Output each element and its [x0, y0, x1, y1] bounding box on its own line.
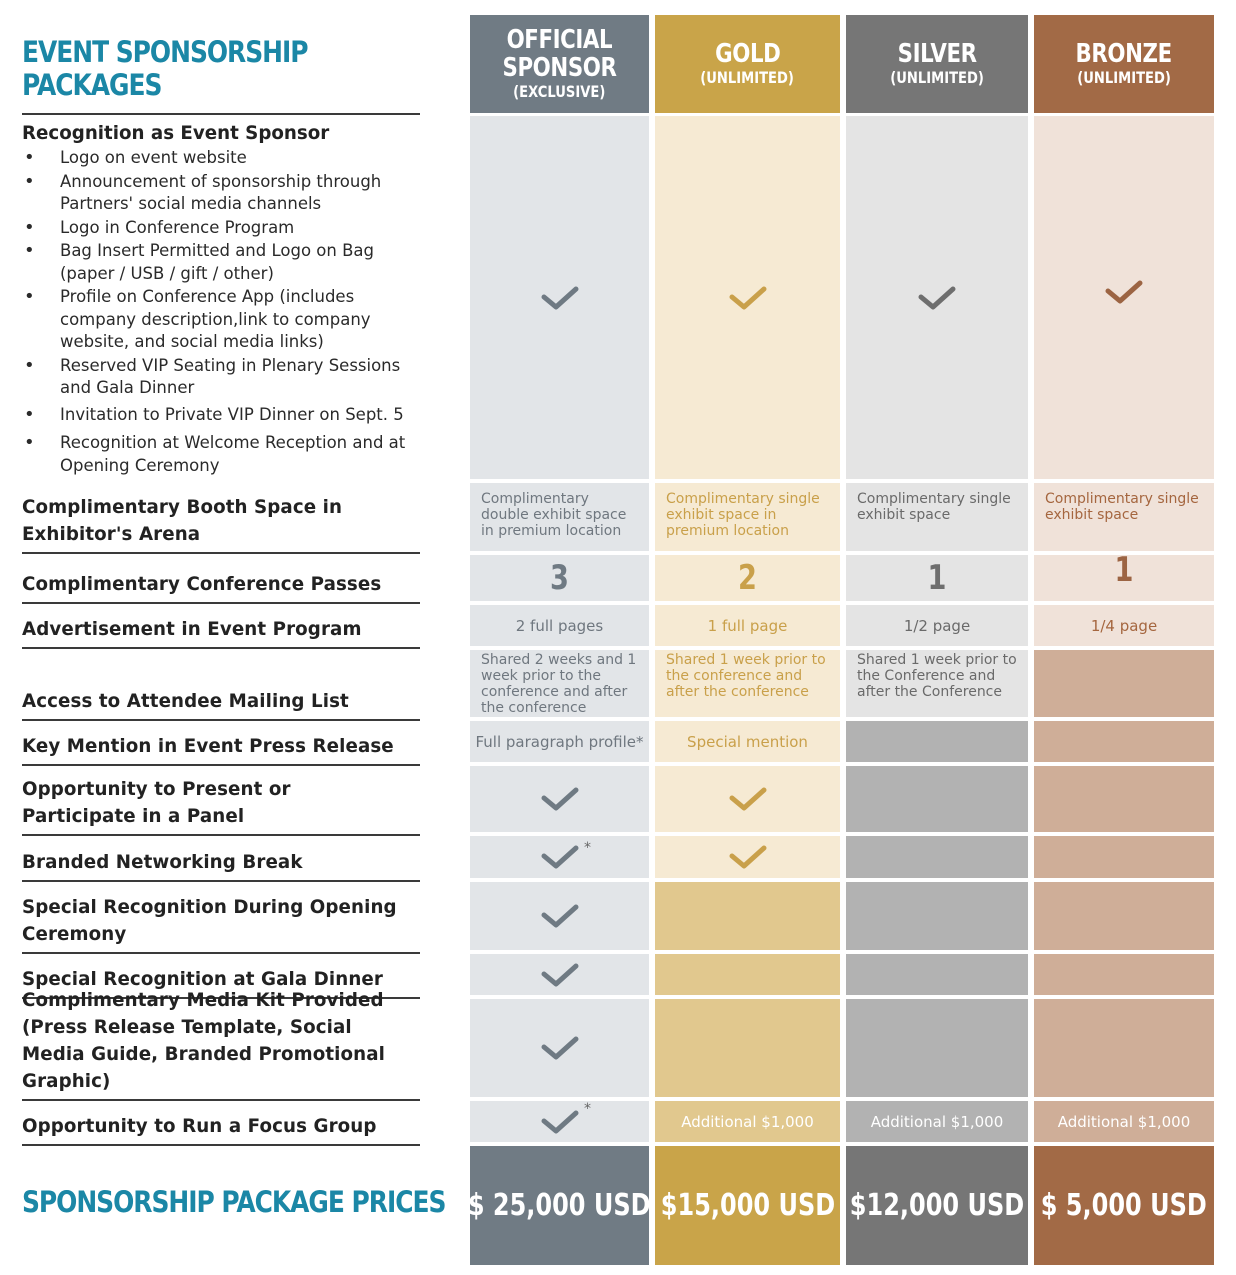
cell-gold-focus: [655, 1101, 840, 1142]
gold-focus-text: Additional $1,000: [681, 1112, 814, 1131]
official-passes-value: 3: [550, 558, 569, 598]
row-label-focus: [22, 1101, 420, 1146]
cell-bronze-advert: [1034, 605, 1214, 646]
prices-label: SPONSORSHIP PACKAGE PRICES: [22, 1185, 446, 1219]
press-label: Key Mention in Event Press Release: [22, 735, 394, 757]
row-label-advert: [22, 604, 420, 649]
cell-official-recognition: [470, 116, 649, 479]
cell-gold-press: [655, 721, 840, 762]
gold-press-text: Special mention: [687, 732, 808, 751]
cell-bronze-recognition: [1034, 116, 1214, 479]
row-label-mailing: [22, 649, 420, 721]
silver-advert-text: 1/2 page: [903, 616, 971, 635]
price-bronze: [1034, 1146, 1214, 1265]
cell-gold-panel: [655, 766, 840, 832]
footnote-asterisk: *: [584, 840, 591, 856]
header-silver-sub: (UNLIMITED): [890, 68, 984, 87]
header-gold-title: GOLD: [714, 39, 781, 69]
check-icon: [728, 785, 768, 813]
opening-label: Special Recognition During Opening Ceremony: [22, 896, 397, 945]
cell-gold-booth: [655, 483, 840, 551]
bullet-item: • Logo in Conference Program: [22, 217, 420, 240]
cell-gold-recognition: [655, 116, 840, 479]
header-official-line1: OFFICIAL: [506, 25, 613, 55]
cell-gold-mailing: [655, 650, 840, 717]
bullet-item: • Announcement of sponsorship through Partners' social media channels: [22, 171, 420, 216]
row-label-press: [22, 721, 420, 766]
silver-focus-text: Additional $1,000: [870, 1112, 1004, 1131]
bullet-item: • Profile on Conference App (includes company description,link to company website, and social media links): [22, 286, 420, 354]
silver-passes-value: 1: [927, 558, 947, 598]
row-label-opening: [22, 882, 420, 954]
bronze-passes-value: 1: [1114, 550, 1134, 590]
cell-gold-networking: [655, 836, 840, 878]
check-icon: [540, 1034, 580, 1062]
price-official: [470, 1146, 649, 1265]
cell-silver-mailing: [846, 650, 1028, 717]
bullet-item: • Logo on event website: [22, 147, 420, 170]
bronze-advert-text: 1/4 page: [1090, 616, 1158, 635]
header-bronze-sub: (UNLIMITED): [1077, 68, 1171, 87]
cell-official-mailing: [470, 650, 649, 717]
cell-official-focus: [470, 1101, 649, 1142]
row-label-mediakit: [22, 989, 420, 1101]
bullet-item: • Reserved VIP Seating in Plenary Sessions and Gala Dinner: [22, 355, 420, 400]
cell-silver-passes: [846, 555, 1028, 601]
passes-label: Complimentary Conference Passes: [22, 573, 382, 595]
price-bronze-value: $ 5,000 USD: [1040, 1188, 1208, 1223]
cell-gold-mediakit: [655, 999, 840, 1097]
bullet-item: • Recognition at Welcome Reception and at Opening Ceremony: [22, 432, 420, 477]
check-icon: [540, 785, 580, 813]
price-gold-value: $15,000 USD: [660, 1188, 835, 1223]
cell-silver-mediakit: [846, 999, 1028, 1097]
recognition-label: Recognition as Event Sponsor: [22, 122, 330, 144]
cell-official-mediakit: [470, 999, 649, 1097]
gala-label: Special Recognition at Gala Dinner: [22, 968, 384, 990]
cell-official-booth: [470, 483, 649, 551]
cell-silver-focus: [846, 1101, 1028, 1142]
bullet-item: • Invitation to Private VIP Dinner on Sept. 5: [22, 404, 420, 427]
silver-mailing-text: Shared 1 week prior to the Conference and after the Conference: [857, 652, 1017, 700]
cell-gold-gala: [655, 954, 840, 995]
cell-bronze-mailing: [1034, 650, 1214, 717]
networking-label: Branded Networking Break: [22, 851, 303, 873]
cell-official-networking: [470, 836, 649, 878]
cell-bronze-opening: [1034, 882, 1214, 950]
check-icon: [728, 284, 768, 312]
page-title: [22, 36, 366, 102]
cell-silver-networking: [846, 836, 1028, 878]
row-label-recognition: [22, 113, 420, 483]
official-advert-text: 2 full pages: [515, 616, 604, 635]
header-official-sponsor: [470, 15, 649, 113]
cell-official-panel: [470, 766, 649, 832]
cell-official-opening: [470, 882, 649, 950]
row-label-booth: [22, 483, 420, 554]
cell-silver-panel: [846, 766, 1028, 832]
cell-bronze-gala: [1034, 954, 1214, 995]
official-mailing-text: Shared 2 weeks and 1 week prior to the conference and after the conference: [481, 652, 637, 716]
cell-bronze-panel: [1034, 766, 1214, 832]
header-silver-title: SILVER: [897, 39, 977, 69]
mediakit-label: Complimentary Media Kit Provided (Press Release Template, Social Media Guide, Branded Promotional Graphic): [22, 989, 385, 1092]
cell-bronze-passes: [1034, 550, 1214, 601]
panel-label: Opportunity to Present or Participate in a Panel: [22, 778, 291, 827]
bronze-focus-text: Additional $1,000: [1057, 1112, 1191, 1131]
gold-passes-value: 2: [738, 558, 757, 598]
gold-mailing-text: Shared 1 week prior to the conference and after the conference: [666, 652, 826, 700]
row-label-panel: [22, 766, 420, 836]
title-line-1: EVENT SPONSORSHIP: [22, 35, 308, 69]
price-official-value: $ 25,000 USD: [468, 1188, 651, 1223]
header-official-sub: (EXCLUSIVE): [513, 82, 606, 101]
booth-label: Complimentary Booth Space in Exhibitor's Arena: [22, 496, 343, 545]
header-bronze: [1034, 15, 1214, 113]
cell-silver-advert: [846, 605, 1028, 646]
cell-bronze-press: [1034, 721, 1214, 762]
check-icon: [540, 284, 580, 312]
header-silver: [846, 15, 1028, 113]
cell-bronze-booth: [1034, 483, 1214, 551]
cell-gold-opening: [655, 882, 840, 950]
cell-bronze-networking: [1034, 836, 1214, 878]
cell-official-advert: [470, 605, 649, 646]
check-icon: [540, 902, 580, 930]
row-label-networking: [22, 836, 420, 882]
cell-bronze-mediakit: [1034, 999, 1214, 1097]
header-gold-sub: (UNLIMITED): [700, 68, 795, 87]
title-line-2: PACKAGES: [22, 68, 162, 102]
focus-label: Opportunity to Run a Focus Group: [22, 1115, 377, 1137]
gold-advert-text: 1 full page: [707, 616, 788, 635]
check-icon: [540, 1108, 580, 1136]
header-bronze-title: BRONZE: [1075, 39, 1173, 69]
cell-silver-opening: [846, 882, 1028, 950]
check-icon: [1104, 278, 1144, 306]
row-label-passes: [22, 554, 420, 604]
cell-silver-gala: [846, 954, 1028, 995]
check-icon: [540, 961, 580, 989]
cell-official-gala: [470, 954, 649, 995]
check-icon: [728, 843, 768, 871]
price-gold: [655, 1146, 840, 1265]
recognition-bullets: [22, 147, 420, 477]
check-icon: [917, 284, 957, 312]
bullet-item: • Bag Insert Permitted and Logo on Bag (paper / USB / gift / other): [22, 240, 420, 285]
cell-silver-booth: [846, 483, 1028, 551]
cell-gold-advert: [655, 605, 840, 646]
footnote-asterisk: *: [584, 1101, 591, 1117]
bronze-booth-text: Complimentary single exhibit space: [1045, 491, 1199, 523]
silver-booth-text: Complimentary single exhibit space: [857, 491, 1011, 523]
header-gold: [655, 15, 840, 113]
check-icon: [540, 843, 580, 871]
cell-silver-recognition: [846, 116, 1028, 479]
cell-official-passes: [470, 555, 649, 601]
mailing-label: Access to Attendee Mailing List: [22, 690, 349, 712]
gold-booth-text: Complimentary single exhibit space in premium location: [666, 491, 820, 539]
advert-label: Advertisement in Event Program: [22, 618, 362, 640]
price-silver-value: $12,000 USD: [849, 1188, 1025, 1223]
cell-official-press: [470, 721, 649, 762]
header-official-line2: SPONSOR: [502, 53, 617, 83]
official-press-text: Full paragraph profile*: [475, 732, 644, 751]
cell-bronze-focus: [1034, 1101, 1214, 1142]
price-silver: [846, 1146, 1028, 1265]
cell-gold-passes: [655, 555, 840, 601]
official-booth-text: Complimentary double exhibit space in premium location: [481, 491, 627, 539]
cell-silver-press: [846, 721, 1028, 762]
